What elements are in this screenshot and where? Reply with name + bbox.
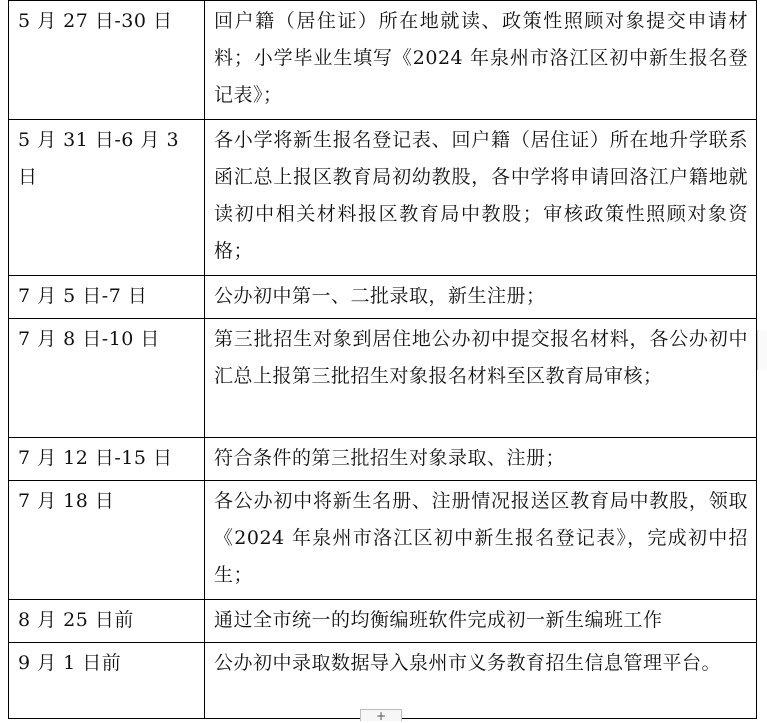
date-cell[interactable]: 5 月 31 日-6 月 3 日 [9, 120, 205, 276]
table-row [9, 643, 757, 719]
table-row [9, 319, 757, 438]
table-row [9, 276, 757, 319]
description-cell[interactable]: 符合条件的第三批招生对象录取、注册； [205, 438, 757, 481]
table-row [9, 438, 757, 481]
description-cell[interactable]: 各公办初中将新生名册、注册情况报送区教育局中教股，领取《2024 年泉州市洛江区初中新生报名登记表》，完成初中招生； [205, 481, 757, 600]
date-cell[interactable]: 7 月 5 日-7 日 [9, 276, 205, 319]
description-cell[interactable]: 第三批招生对象到居住地公办初中提交报名材料，各公办初中汇总上报第三批招生对象报名材料至区教育局审核； [205, 319, 757, 438]
date-cell[interactable]: 7 月 8 日-10 日 [9, 319, 205, 438]
table-row [9, 481, 757, 600]
description-cell[interactable]: 各小学将新生报名登记表、回户籍（居住证）所在地升学联系函汇总上报区教育局初幼教股，各中学将申请回洛江户籍地就读初中相关材料报区教育局中教股；审核政策性照顾对象资格； [205, 120, 757, 276]
date-cell[interactable]: 7 月 18 日 [9, 481, 205, 600]
description-cell[interactable]: 公办初中录取数据导入泉州市义务教育招生信息管理平台。 [205, 643, 757, 719]
table-resize-handle[interactable] [757, 330, 767, 370]
date-cell[interactable]: 9 月 1 日前 [9, 643, 205, 719]
date-cell[interactable]: 8 月 25 日前 [9, 600, 205, 643]
table-row [9, 120, 757, 276]
add-row-button[interactable]: + [360, 709, 402, 721]
date-cell[interactable]: 7 月 12 日-15 日 [9, 438, 205, 481]
table-row [9, 600, 757, 643]
description-cell[interactable]: 公办初中第一、二批录取，新生注册； [205, 276, 757, 319]
table-row [9, 1, 757, 120]
description-cell[interactable]: 回户籍（居住证）所在地就读、政策性照顾对象提交申请材料；小学毕业生填写《2024 年泉州市洛江区初中新生报名登记表》； [205, 1, 757, 120]
date-cell[interactable]: 5 月 27 日-30 日 [9, 1, 205, 120]
schedule-table [8, 0, 757, 719]
description-cell[interactable]: 通过全市统一的均衡编班软件完成初一新生编班工作 [205, 600, 757, 643]
